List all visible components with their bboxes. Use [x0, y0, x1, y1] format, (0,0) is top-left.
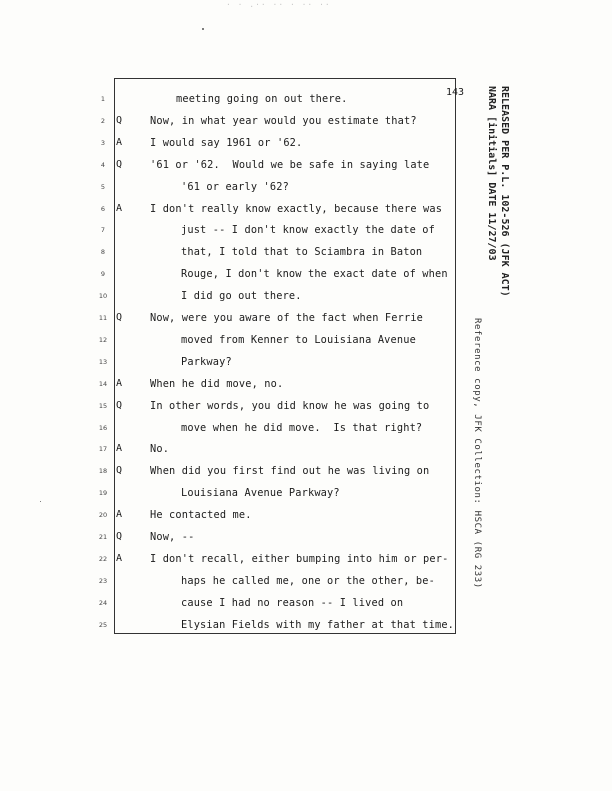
line-number: 18: [98, 467, 108, 476]
line-text: Louisiana Avenue Parkway?: [181, 487, 340, 500]
line-number: 25: [98, 620, 108, 629]
line-text: moved from Kenner to Louisiana Avenue: [181, 333, 416, 346]
line-number: 13: [98, 357, 108, 366]
speaker-label: Q: [116, 465, 123, 477]
reference-copy-note: Reference copy, JFK Collection: HSCA (RG 233): [472, 318, 482, 589]
header-smudge: · · .·· ·· · ·· ··: [226, 0, 331, 9]
line-number: 20: [98, 511, 108, 520]
nara-stamp: NARA [initials] DATE 11/27/03: [486, 86, 497, 261]
line-text: that, I told that to Sciambra in Baton: [181, 246, 423, 259]
line-number: 23: [98, 576, 108, 585]
line-number: 5: [100, 182, 106, 191]
transcript-line: [0, 285, 470, 307]
transcript-line: [0, 88, 470, 110]
line-text: '61 or '62. Would we be safe in saying late: [150, 158, 430, 171]
transcript-line: [0, 198, 470, 220]
transcript-line: [0, 263, 470, 285]
line-text: Now, --: [150, 531, 195, 543]
line-number: 19: [98, 489, 108, 498]
line-text: I don't recall, either bumping into him or per-: [150, 552, 449, 565]
speaker-label: Q: [116, 399, 123, 411]
transcript-line: [0, 460, 470, 482]
line-text: I would say 1961 or '62.: [150, 136, 303, 149]
speaker-label: A: [116, 509, 123, 521]
transcript-line: [0, 241, 470, 263]
release-stamp: RELEASED PER P.L. 102-526 (JFK ACT): [499, 86, 510, 297]
line-number: 2: [100, 116, 106, 125]
line-number: 12: [98, 335, 108, 344]
line-text: I did go out there.: [181, 290, 302, 303]
transcript-line: [0, 526, 470, 548]
transcript-line: [0, 110, 470, 132]
line-number: 14: [98, 379, 108, 388]
speaker-label: A: [116, 377, 123, 389]
line-text: Elysian Fields with my father at that time.: [181, 618, 455, 631]
line-number: 17: [98, 445, 108, 454]
line-text: haps he called me, one or the other, be-: [181, 574, 435, 587]
line-text: In other words, you did know he was going to: [150, 399, 430, 412]
transcript-line: [0, 351, 470, 373]
line-number: 8: [100, 248, 106, 257]
speaker-label: A: [116, 136, 123, 148]
line-text: I don't really know exactly, because there was: [150, 202, 443, 215]
line-text: He contacted me.: [150, 509, 252, 522]
speaker-label: A: [116, 552, 123, 564]
line-text: cause I had no reason -- I lived on: [181, 596, 404, 609]
line-text: just -- I don't know exactly the date of: [181, 224, 435, 237]
transcript-line: [0, 373, 470, 395]
speaker-label: A: [116, 202, 123, 214]
speaker-label: Q: [116, 114, 123, 126]
line-number: 1: [100, 95, 106, 103]
transcript-line: [0, 132, 470, 154]
transcript-line: [0, 504, 470, 526]
line-text: meeting going on out there.: [176, 93, 348, 105]
line-number: 10: [98, 292, 108, 301]
page-number: 143: [446, 87, 465, 98]
transcript-line: [0, 592, 470, 614]
line-text: move when he did move. Is that right?: [181, 421, 423, 434]
speaker-label: Q: [116, 531, 123, 542]
transcript-line: [0, 154, 470, 176]
line-number: 6: [100, 204, 106, 213]
speaker-label: Q: [116, 158, 123, 170]
transcript-line: [0, 307, 470, 329]
transcript-line: [0, 176, 470, 198]
transcript-line: [0, 614, 470, 636]
line-number: 4: [100, 160, 106, 169]
line-number: 24: [98, 598, 108, 607]
transcript-line: [0, 219, 470, 241]
speaker-label: Q: [116, 312, 123, 323]
line-text: No.: [150, 443, 170, 456]
line-text: '61 or early '62?: [181, 180, 289, 193]
ink-speck: [202, 28, 204, 30]
transcript-line: [0, 438, 470, 460]
transcript-line: [0, 482, 470, 504]
line-number: 16: [98, 423, 108, 432]
transcript-line: [0, 417, 470, 439]
line-number: 3: [100, 138, 106, 147]
transcript-line: [0, 548, 470, 570]
line-text: Now, in what year would you estimate that?: [150, 114, 417, 127]
line-number: 21: [98, 533, 108, 541]
line-text: Now, were you aware of the fact when Ferrie: [150, 312, 424, 324]
speaker-label: A: [116, 443, 123, 455]
line-number: 15: [98, 401, 108, 410]
transcript-line: [0, 329, 470, 351]
line-number: 11: [98, 314, 108, 322]
transcript-line: [0, 395, 470, 417]
transcript-line: [0, 570, 470, 592]
line-number: 7: [100, 226, 106, 235]
line-number: 22: [98, 554, 108, 563]
line-text: Parkway?: [181, 355, 232, 368]
line-text: When did you first find out he was living on: [150, 465, 430, 478]
line-number: 9: [100, 270, 106, 279]
line-text: Rouge, I don't know the exact date of when: [181, 268, 448, 281]
line-text: When he did move, no.: [150, 377, 284, 390]
